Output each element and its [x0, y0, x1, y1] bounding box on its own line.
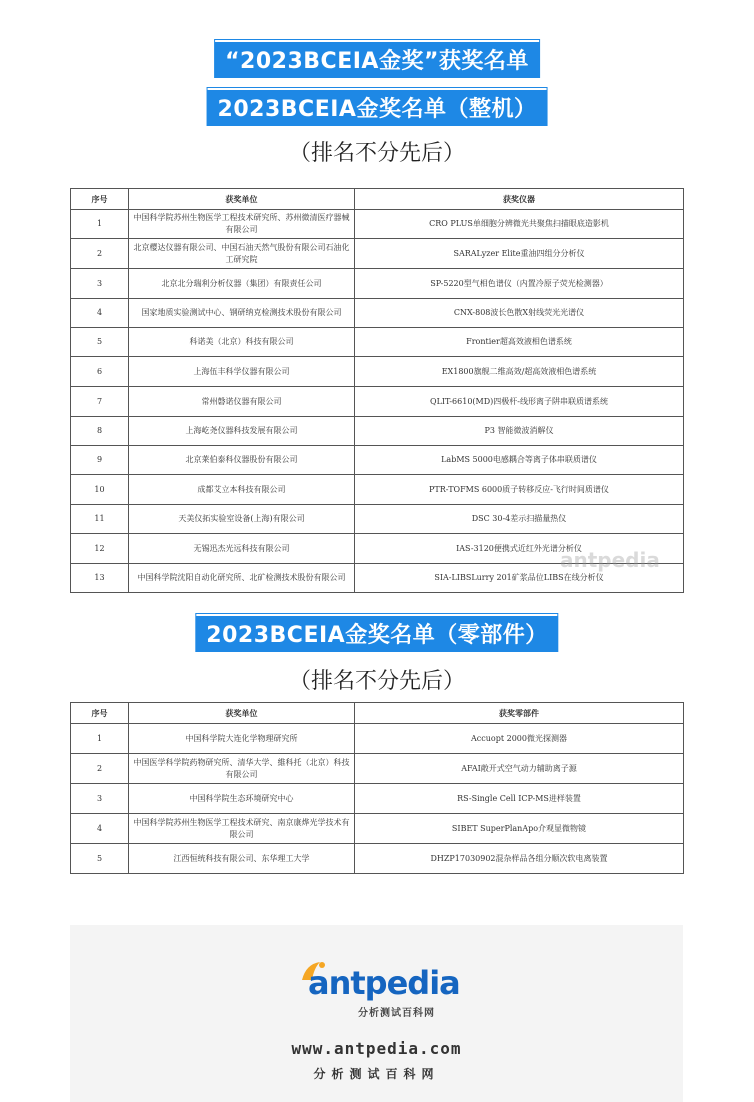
row-unit: 中国科学院大连化学物理研究所: [129, 724, 355, 754]
row-item: CNX-808波长色散X射线荧光光谱仪: [355, 299, 684, 328]
row-number: 1: [71, 210, 129, 239]
antpedia-watermark: antpedia: [560, 548, 660, 572]
row-item: DHZP17030902混杂样品各组分顺次软电离装置: [355, 844, 684, 874]
table-row: [71, 844, 684, 874]
table-header-row: [71, 189, 684, 210]
row-number: 11: [71, 505, 129, 534]
header-unit: 获奖单位: [129, 703, 355, 724]
header-item: 获奖仪器: [355, 189, 684, 210]
ranking-note-components: （排名不分先后）: [288, 669, 465, 694]
table-row: [71, 446, 684, 475]
row-number: 7: [71, 387, 129, 417]
row-item: PTR-TOFMS 6000质子转移反应-飞行时间质谱仪: [355, 475, 684, 505]
table-row: [71, 417, 684, 446]
table-row: [71, 784, 684, 814]
row-unit: 常州磐诺仪器有限公司: [129, 387, 355, 417]
main-title-banner: “2023BCEIA金奖”获奖名单: [215, 40, 539, 77]
row-number: 12: [71, 534, 129, 564]
row-item: Frontier超高效液相色谱系统: [355, 328, 684, 357]
row-unit: 科诺美（北京）科技有限公司: [129, 328, 355, 357]
row-number: 5: [71, 844, 129, 874]
table-row: [71, 210, 684, 239]
row-number: 1: [71, 724, 129, 754]
header-unit: 获奖单位: [129, 189, 355, 210]
logo-subtitle: 分析测试百科网: [358, 1008, 435, 1019]
row-item: IAS-3120便携式近红外光谱分析仪: [355, 534, 684, 564]
row-number: 6: [71, 357, 129, 387]
site-url-link[interactable]: www.antpedia.com: [291, 1039, 462, 1058]
row-item: QLIT-6610(MD)四极杆-线形离子阱串联质谱系统: [355, 387, 684, 417]
row-number: 4: [71, 299, 129, 328]
table-row: [71, 239, 684, 269]
table-row: [71, 269, 684, 299]
row-item: AFAI敞开式空气动力辅助离子源: [355, 754, 684, 784]
header-item: 获奖零部件: [355, 703, 684, 724]
row-number: 13: [71, 564, 129, 593]
row-item: EX1800旗舰二维高效/超高效液相色谱系统: [355, 357, 684, 387]
row-item: SIA-LIBSLurry 201矿浆品位LIBS在线分析仪: [355, 564, 684, 593]
row-item: LabMS 5000电感耦合等离子体串联质谱仪: [355, 446, 684, 475]
table-row: [71, 814, 684, 844]
row-unit: 北京樱达仪器有限公司、中国石油天然气股份有限公司石油化工研究院: [129, 239, 355, 269]
row-item: RS-Single Cell ICP-MS进样装置: [355, 784, 684, 814]
row-unit: 成都艾立本科技有限公司: [129, 475, 355, 505]
ranking-note: （排名不分先后）: [288, 141, 465, 166]
row-number: 10: [71, 475, 129, 505]
row-item: SIBET SuperPlanApo介观显微物镜: [355, 814, 684, 844]
table-header-row: [71, 703, 684, 724]
row-item: SARALyzer Elite重油四组分分析仪: [355, 239, 684, 269]
row-number: 9: [71, 446, 129, 475]
row-unit: 中国科学院苏州生物医学工程技术研究所、苏州微清医疗器械有限公司: [129, 210, 355, 239]
table-row: [71, 754, 684, 784]
header-no: 序号: [71, 703, 129, 724]
row-unit: 中国科学院生态环境研究中心: [129, 784, 355, 814]
row-number: 3: [71, 784, 129, 814]
row-number: 4: [71, 814, 129, 844]
row-item: CRO PLUS单细胞分辨微光共聚焦扫描眼底造影机: [355, 210, 684, 239]
row-item: P3 智能微波消解仪: [355, 417, 684, 446]
table-row: [71, 299, 684, 328]
header-no: 序号: [71, 189, 129, 210]
row-unit: 北京北分瑞利分析仪器（集团）有限责任公司: [129, 269, 355, 299]
components-award-table: [70, 702, 684, 874]
row-unit: 北京莱伯泰科仪器股份有限公司: [129, 446, 355, 475]
row-number: 8: [71, 417, 129, 446]
table-row: [71, 357, 684, 387]
row-unit: 江西恒统科技有限公司、东华理工大学: [129, 844, 355, 874]
row-unit: 国家地质实验测试中心、钢研纳克检测技术股份有限公司: [129, 299, 355, 328]
row-number: 5: [71, 328, 129, 357]
row-item: Accuopt 2000微光探测器: [355, 724, 684, 754]
instruments-title-banner: 2023BCEIA金奖名单（整机）: [208, 88, 547, 125]
logo-text: antpedia: [308, 964, 460, 1002]
row-unit: 无锡迅杰光远科技有限公司: [129, 534, 355, 564]
table-row: [71, 505, 684, 534]
row-number: 2: [71, 239, 129, 269]
table-row: [71, 387, 684, 417]
instruments-award-table: [70, 188, 684, 593]
table-row: [71, 475, 684, 505]
row-unit: 上海伍丰科学仪器有限公司: [129, 357, 355, 387]
row-unit: 中国科学院苏州生物医学工程技术研究、南京康烨光学技术有限公司: [129, 814, 355, 844]
row-number: 2: [71, 754, 129, 784]
row-unit: 上海屹尧仪器科技发展有限公司: [129, 417, 355, 446]
antpedia-logo[interactable]: [300, 960, 460, 1020]
table-row: [71, 724, 684, 754]
site-chinese-name: 分析测试百科网: [313, 1067, 440, 1081]
row-item: DSC 30-4差示扫描量热仪: [355, 505, 684, 534]
footer-brand-panel: [70, 925, 683, 1102]
row-number: 3: [71, 269, 129, 299]
row-item: SP-5220型气相色谱仪（内置冷原子荧光检测器）: [355, 269, 684, 299]
components-title-banner: 2023BCEIA金奖名单（零部件）: [196, 614, 557, 651]
table-row: [71, 328, 684, 357]
row-unit: 中国科学院沈阳自动化研究所、北矿检测技术股份有限公司: [129, 564, 355, 593]
row-unit: 中国医学科学院药物研究所、清华大学、維科托（北京）科技有限公司: [129, 754, 355, 784]
row-unit: 天美仪拓实验室设备(上海)有限公司: [129, 505, 355, 534]
